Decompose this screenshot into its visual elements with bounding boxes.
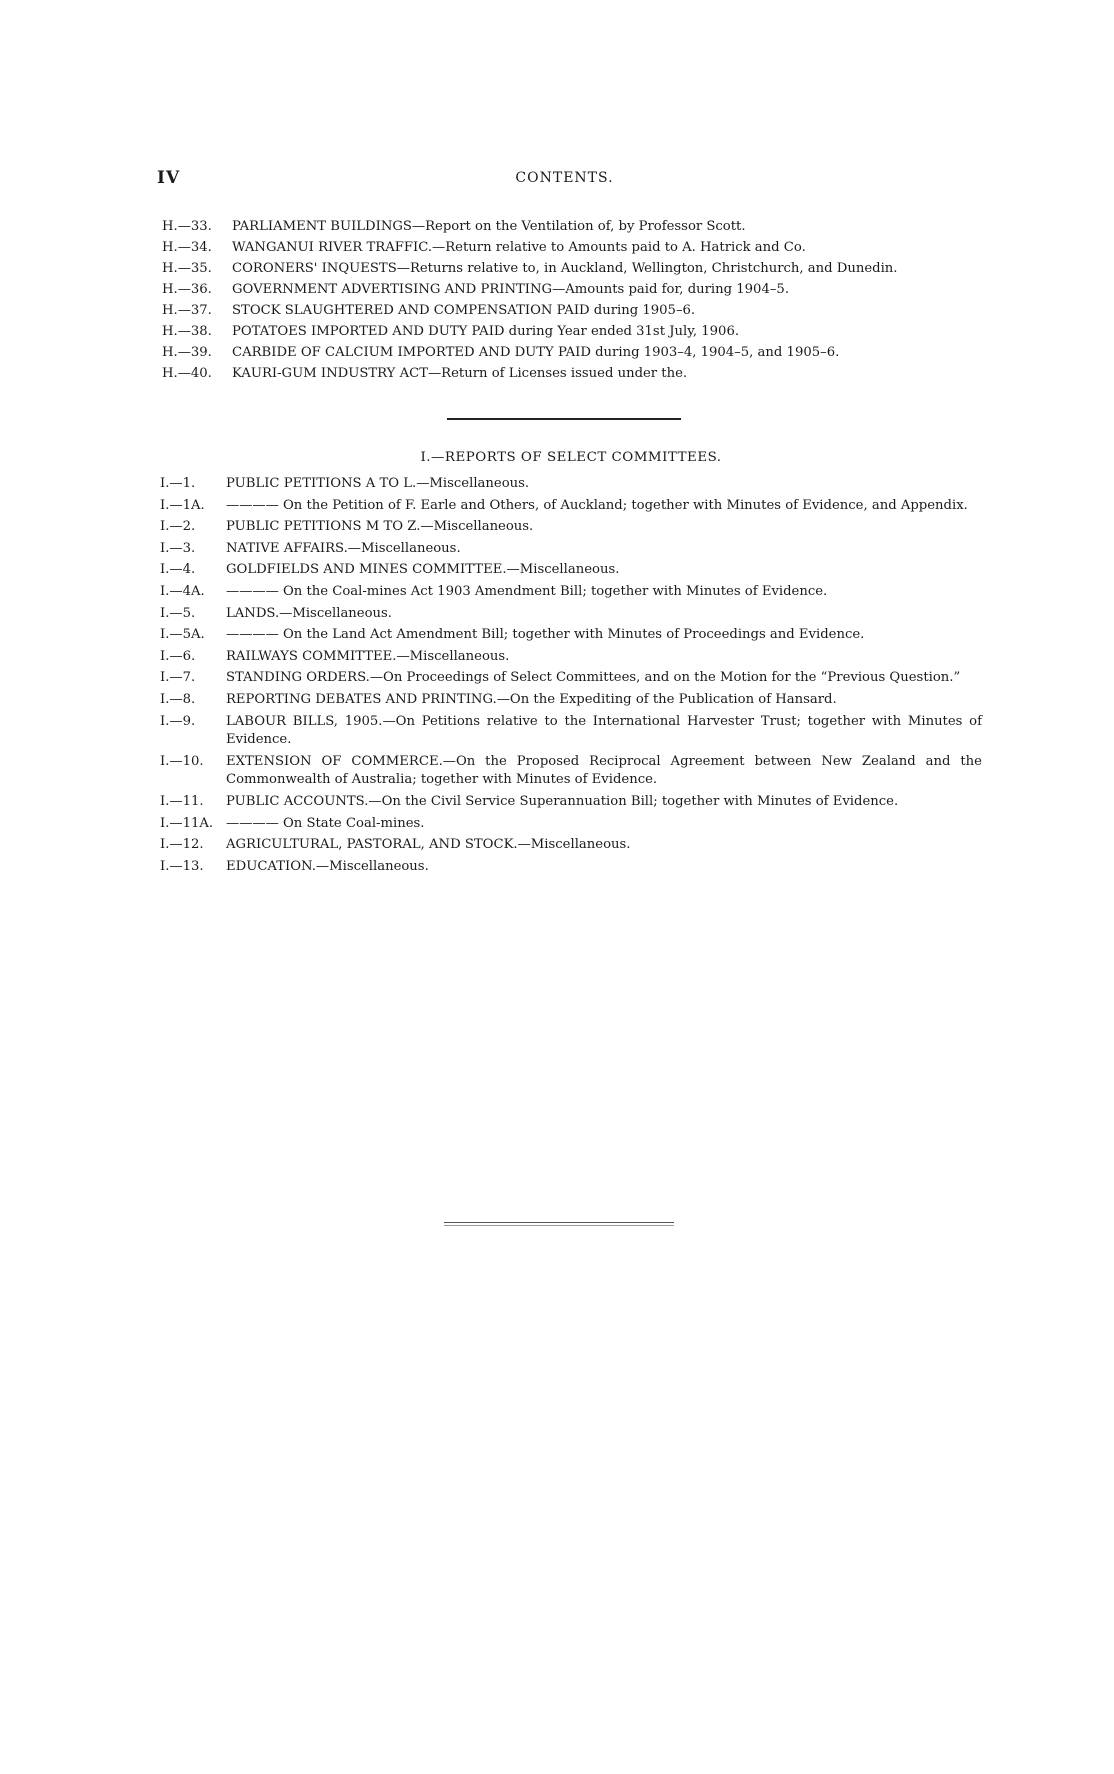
paper-title: PUBLIC PETITIONS A TO L.—Miscellaneous. xyxy=(226,476,530,491)
paper-title: PUBLIC PETITIONS M TO Z.—Miscellaneous. xyxy=(226,519,534,535)
h-contents-list xyxy=(162,216,982,384)
list-item xyxy=(162,237,982,258)
paper-code: H.—40. xyxy=(162,366,212,381)
list-item xyxy=(160,836,982,855)
paper-code: I.—4A. xyxy=(160,583,205,599)
paper-title: EXTENSION OF COMMERCE.—On the Proposed Reciprocal Agreement between New Zealand and the Commonwealth of Australia; together with Minutes of Evidence. xyxy=(226,753,982,788)
paper-code: I.—2. xyxy=(160,519,196,535)
paper-title: PARLIAMENT BUILDINGS—Report on the Ventilation of, by Professor Scott. xyxy=(232,219,746,234)
list-item xyxy=(160,669,982,688)
list-item xyxy=(160,858,982,877)
paper-code: I.—1. xyxy=(160,476,196,491)
paper-code: H.—38. xyxy=(162,324,212,339)
list-item xyxy=(162,216,982,237)
paper-title: EDUCATION.—Miscellaneous. xyxy=(226,858,429,874)
list-item xyxy=(162,363,982,384)
paper-code: H.—35. xyxy=(162,261,212,276)
paper-code: I.—13. xyxy=(160,858,204,874)
list-item xyxy=(160,815,982,834)
paper-code: H.—39. xyxy=(162,345,212,360)
paper-code: I.—5. xyxy=(160,605,196,621)
paper-title: ———— On the Petition of F. Earle and Others, of Auckland; together with Minutes of Evidence, and Appendix. xyxy=(226,497,968,513)
paper-title: PUBLIC ACCOUNTS.—On the Civil Service Superannuation Bill; together with Minutes of Evidence. xyxy=(226,793,899,809)
running-head: CONTENTS. xyxy=(515,170,614,186)
paper-title: CORONERS' INQUESTS—Returns relative to, in Auckland, Wellington, Christchurch, and Dunedin. xyxy=(232,261,898,276)
list-item xyxy=(160,713,982,750)
page-header xyxy=(157,168,972,192)
paper-code: I.—4. xyxy=(160,562,196,578)
list-item xyxy=(162,258,982,279)
paper-code: H.—36. xyxy=(162,282,212,297)
paper-code: I.—11. xyxy=(160,793,204,809)
section-title: I.—REPORTS OF SELECT COMMITTEES. xyxy=(420,450,722,465)
paper-title: KAURI-GUM INDUSTRY ACT—Return of Licenses issued under the. xyxy=(232,366,688,381)
page-number: IV xyxy=(157,168,181,188)
list-item xyxy=(160,518,982,537)
paper-code: I.—6. xyxy=(160,648,196,664)
paper-title: STOCK SLAUGHTERED AND COMPENSATION PAID during 1905–6. xyxy=(232,303,696,318)
list-item xyxy=(162,279,982,300)
paper-code: I.—8. xyxy=(160,691,196,707)
paper-title: ———— On the Land Act Amendment Bill; together with Minutes of Proceedings and Evidence. xyxy=(226,627,865,643)
list-item xyxy=(160,605,982,624)
i-contents-list xyxy=(160,475,982,879)
paper-title: ———— On State Coal-mines. xyxy=(226,815,425,831)
paper-code: I.—9. xyxy=(160,713,196,729)
list-item xyxy=(160,691,982,710)
paper-title: LANDS.—Miscellaneous. xyxy=(226,605,393,621)
paper-title: LABOUR BILLS, 1905.—On Petitions relative to the International Harvester Trust; together with Minutes of Evidence. xyxy=(226,713,982,748)
paper-title: GOLDFIELDS AND MINES COMMITTEE.—Miscellaneous. xyxy=(226,562,620,578)
list-item xyxy=(162,300,982,321)
list-item xyxy=(160,475,982,494)
list-item xyxy=(160,648,982,667)
list-item xyxy=(160,540,982,559)
section-divider xyxy=(447,418,681,420)
list-item xyxy=(160,793,982,812)
paper-title: STANDING ORDERS.—On Proceedings of Select Committees, and on the Motion for the “Previous Question.” xyxy=(226,670,961,686)
closing-rule xyxy=(444,1222,674,1226)
paper-title: RAILWAYS COMMITTEE.—Miscellaneous. xyxy=(226,648,510,664)
paper-code: H.—33. xyxy=(162,219,212,234)
paper-title: WANGANUI RIVER TRAFFIC.—Return relative to Amounts paid to A. Hatrick and Co. xyxy=(232,240,806,255)
paper-code: H.—37. xyxy=(162,303,212,318)
paper-code: I.—10. xyxy=(160,753,204,769)
list-item xyxy=(160,497,982,516)
list-item xyxy=(160,753,982,790)
list-item xyxy=(162,321,982,342)
paper-title: GOVERNMENT ADVERTISING AND PRINTING—Amounts paid for, during 1904–5. xyxy=(232,282,790,297)
paper-code: I.—7. xyxy=(160,670,196,686)
paper-code: I.—1A. xyxy=(160,497,205,513)
paper-title: AGRICULTURAL, PASTORAL, AND STOCK.—Miscellaneous. xyxy=(226,837,631,853)
paper-code: I.—5A. xyxy=(160,627,205,643)
paper-title: POTATOES IMPORTED AND DUTY PAID during Year ended 31st July, 1906. xyxy=(232,324,740,339)
list-item xyxy=(162,342,982,363)
list-item xyxy=(160,626,982,645)
paper-code: I.—11A. xyxy=(160,815,214,831)
paper-title: ———— On the Coal-mines Act 1903 Amendment Bill; together with Minutes of Evidence. xyxy=(226,583,828,599)
list-item xyxy=(160,583,982,602)
paper-title: REPORTING DEBATES AND PRINTING.—On the Expediting of the Publication of Hansard. xyxy=(226,691,837,707)
paper-title: CARBIDE OF CALCIUM IMPORTED AND DUTY PAID during 1903–4, 1904–5, and 1905–6. xyxy=(232,345,840,360)
paper-title: NATIVE AFFAIRS.—Miscellaneous. xyxy=(226,540,461,556)
list-item xyxy=(160,561,982,580)
paper-code: I.—3. xyxy=(160,540,196,556)
paper-code: I.—12. xyxy=(160,837,204,853)
paper-code: H.—34. xyxy=(162,240,212,255)
